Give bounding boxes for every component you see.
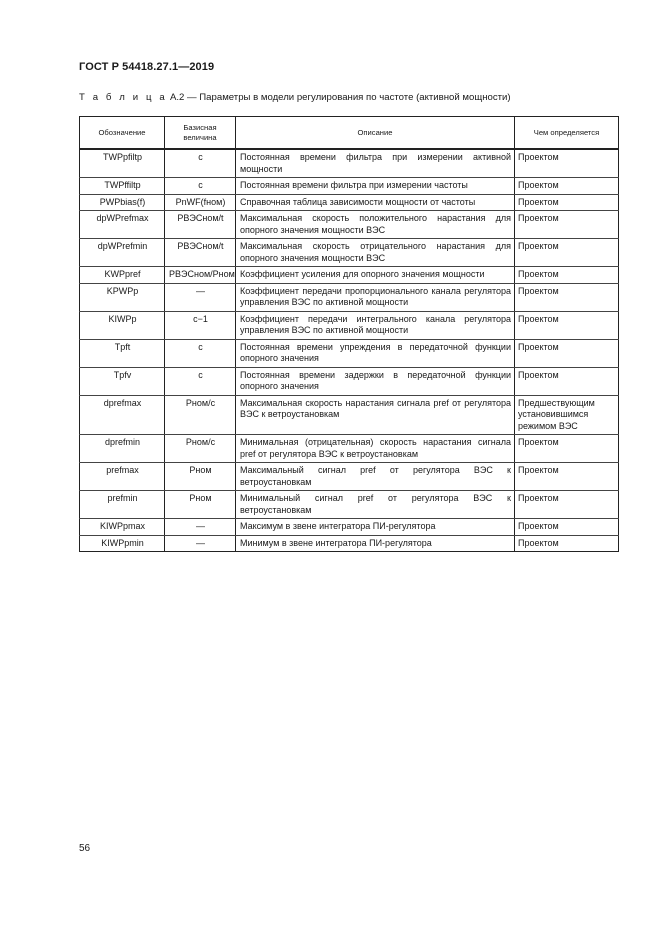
determined-by-cell: Проектом — [515, 491, 619, 519]
symbol-cell: dpWPrefmin — [80, 239, 165, 267]
description-cell: Коэффициент передачи пропорционального канала регулятора управления ВЭС по активной мощности — [236, 283, 515, 311]
column-header-base: Базисная величина — [165, 117, 236, 150]
table-row — [80, 395, 619, 435]
column-header-description: Описание — [236, 117, 515, 150]
symbol-cell: KIWPp — [80, 311, 165, 339]
page-number: 56 — [79, 843, 91, 854]
determined-by-cell: Проектом — [515, 178, 619, 195]
base-cell: — — [165, 535, 236, 552]
table-row — [80, 239, 619, 267]
determined-by-cell: Проектом — [515, 311, 619, 339]
base-cell: PnWF(fном) — [165, 194, 236, 211]
determined-by-cell: Предшествующим установившимся режимом ВЭС — [515, 395, 619, 435]
table-row — [80, 211, 619, 239]
determined-by-cell: Проектом — [515, 239, 619, 267]
base-cell: с−1 — [165, 311, 236, 339]
determined-by-cell: Проектом — [515, 149, 619, 178]
determined-by-cell: Проектом — [515, 435, 619, 463]
description-cell: Постоянная времени фильтра при измерении частоты — [236, 178, 515, 195]
table-caption — [79, 92, 619, 103]
table-row — [80, 519, 619, 536]
symbol-cell: prefmin — [80, 491, 165, 519]
description-cell: Коэффициент усиления для опорного значения мощности — [236, 267, 515, 284]
base-cell: с — [165, 367, 236, 395]
symbol-cell: dprefmin — [80, 435, 165, 463]
table-row — [80, 491, 619, 519]
symbol-cell: KPWPp — [80, 283, 165, 311]
symbol-cell: PWPbias(f) — [80, 194, 165, 211]
description-cell: Справочная таблица зависимости мощности от частоты — [236, 194, 515, 211]
symbol-cell: Tpfv — [80, 367, 165, 395]
determined-by-cell: Проектом — [515, 463, 619, 491]
base-cell: Pном/с — [165, 395, 236, 435]
description-cell: Максимальный сигнал pref от регулятора ВЭС к ветроустановкам — [236, 463, 515, 491]
table-row — [80, 535, 619, 552]
determined-by-cell: Проектом — [515, 519, 619, 536]
table-row — [80, 267, 619, 284]
determined-by-cell: Проектом — [515, 283, 619, 311]
description-cell: Минимум в звене интегратора ПИ-регулятора — [236, 535, 515, 552]
description-cell: Максимальная скорость положительного нарастания для опорного значения мощности ВЭС — [236, 211, 515, 239]
symbol-cell: KIWPpmin — [80, 535, 165, 552]
description-cell: Максимум в звене интегратора ПИ-регулятора — [236, 519, 515, 536]
table-row — [80, 178, 619, 195]
table-row — [80, 339, 619, 367]
base-cell: Pном — [165, 463, 236, 491]
base-cell: — — [165, 283, 236, 311]
base-cell: — — [165, 519, 236, 536]
table-row — [80, 367, 619, 395]
base-cell: PВЭСном/t — [165, 239, 236, 267]
determined-by-cell: Проектом — [515, 535, 619, 552]
description-cell: Постоянная времени задержки в передаточной функции опорного значения — [236, 367, 515, 395]
determined-by-cell: Проектом — [515, 367, 619, 395]
base-cell: с — [165, 178, 236, 195]
base-cell: PВЭСном/Pном — [165, 267, 236, 284]
symbol-cell: dprefmax — [80, 395, 165, 435]
column-header-determined-by: Чем определяется — [515, 117, 619, 150]
base-cell: PВЭСном/t — [165, 211, 236, 239]
table-row — [80, 311, 619, 339]
symbol-cell: TWPffiltp — [80, 178, 165, 195]
description-cell: Максимальная скорость нарастания сигнала pref от регулятора ВЭС к ветроустановкам — [236, 395, 515, 435]
description-cell: Постоянная времени фильтра при измерении активной мощности — [236, 149, 515, 178]
base-cell: с — [165, 149, 236, 178]
base-cell: Pном — [165, 491, 236, 519]
symbol-cell: KWPpref — [80, 267, 165, 284]
description-cell: Минимальная (отрицательная) скорость нарастания сигнала pref от регулятора ВЭС к ветроустановкам — [236, 435, 515, 463]
determined-by-cell: Проектом — [515, 267, 619, 284]
table-row — [80, 149, 619, 178]
description-cell: Максимальная скорость отрицательного нарастания для опорного значения мощности ВЭС — [236, 239, 515, 267]
base-cell: Pном/с — [165, 435, 236, 463]
symbol-cell: dpWPrefmax — [80, 211, 165, 239]
description-cell: Постоянная времени упреждения в передаточной функции опорного значения — [236, 339, 515, 367]
symbol-cell: TWPpfiltp — [80, 149, 165, 178]
table-row — [80, 194, 619, 211]
table-row — [80, 435, 619, 463]
description-cell: Минимальный сигнал pref от регулятора ВЭС к ветроустановкам — [236, 491, 515, 519]
document-id: ГОСТ Р 54418.27.1—2019 — [79, 61, 215, 73]
table-row — [80, 283, 619, 311]
caption-label: Т а б л и ц а — [79, 92, 168, 103]
parameters-table — [79, 116, 619, 552]
symbol-cell: Tpft — [80, 339, 165, 367]
column-header-symbol: Обозначение — [80, 117, 165, 150]
description-cell: Коэффициент передачи интегрального канала регулятора управления ВЭС по активной мощности — [236, 311, 515, 339]
caption-text: — Параметры в модели регулирования по частоте (активной мощности) — [187, 92, 511, 103]
base-cell: с — [165, 339, 236, 367]
determined-by-cell: Проектом — [515, 211, 619, 239]
determined-by-cell: Проектом — [515, 194, 619, 211]
determined-by-cell: Проектом — [515, 339, 619, 367]
table-row — [80, 463, 619, 491]
caption-number: А.2 — [169, 92, 185, 103]
symbol-cell: KIWPpmax — [80, 519, 165, 536]
symbol-cell: prefmax — [80, 463, 165, 491]
table-header-row — [80, 117, 619, 150]
